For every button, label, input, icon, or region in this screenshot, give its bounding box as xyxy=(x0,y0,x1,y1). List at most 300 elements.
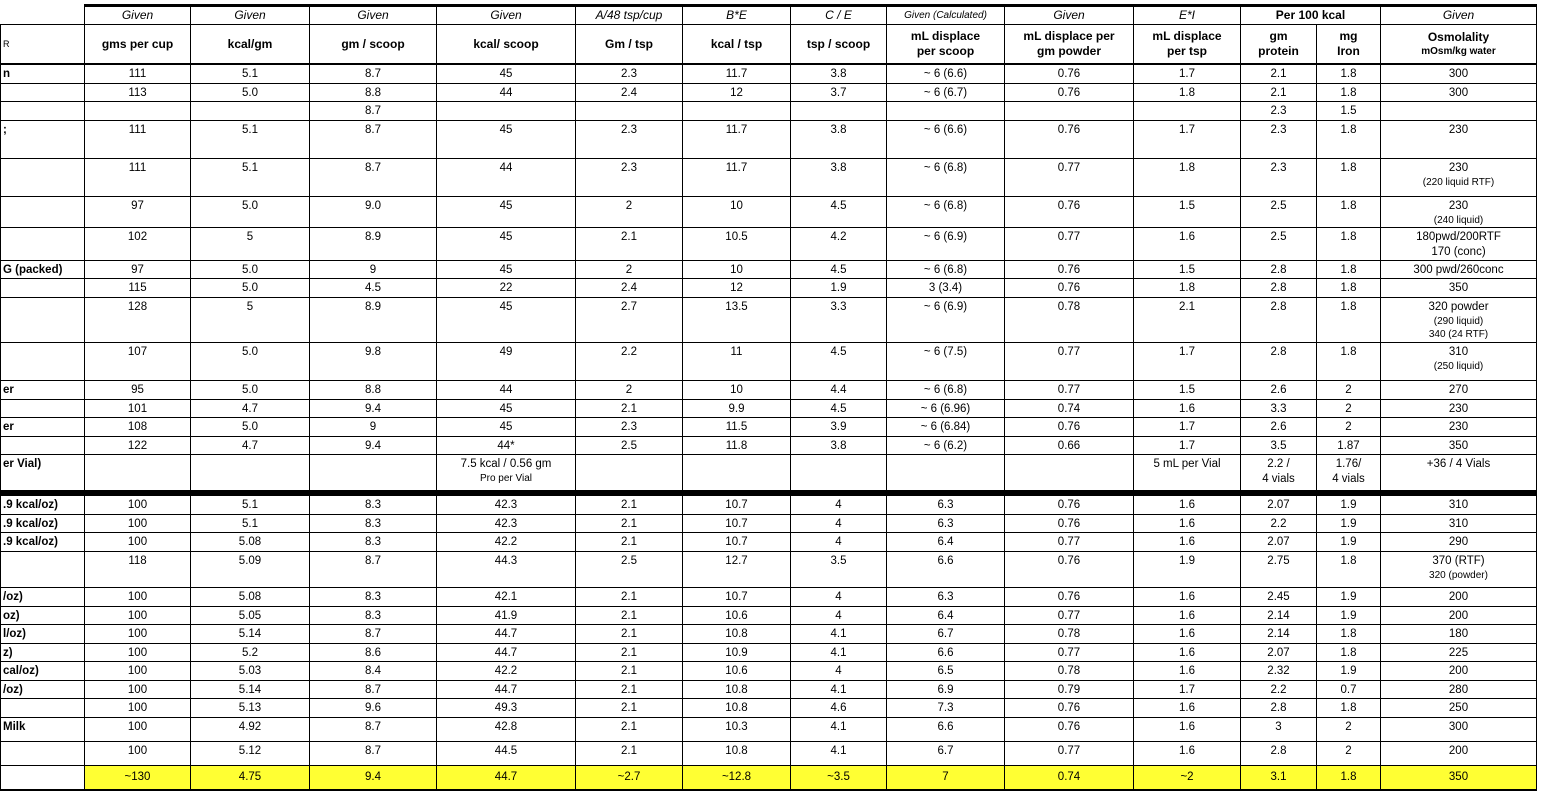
value-cell xyxy=(576,418,683,437)
highlighted-value-cell xyxy=(1241,766,1317,790)
value-cell xyxy=(1381,121,1537,159)
cell-text: Osmolality xyxy=(1427,30,1490,44)
cell-text: 350 xyxy=(1448,282,1469,294)
cell-text: 5 xyxy=(246,231,254,243)
standard-formula-row xyxy=(1,197,1537,228)
value-cell xyxy=(1134,533,1241,552)
value-cell xyxy=(310,418,437,437)
cell-text: cal/oz) xyxy=(3,665,39,677)
cell-text: gm / scoop xyxy=(341,36,405,51)
cell-text: ~ 6 (6.9) xyxy=(923,231,968,243)
cell-text: 44 xyxy=(499,384,513,396)
cell-text: 10.7 xyxy=(725,499,748,511)
value-cell xyxy=(887,279,1005,298)
value-cell xyxy=(1317,381,1381,400)
source-header-cell xyxy=(1,6,85,25)
value-cell xyxy=(1241,533,1317,552)
highlighted-row xyxy=(1,766,1537,790)
cell-text: 0.77 xyxy=(1057,610,1081,622)
cell-text: 45 xyxy=(499,124,513,136)
cell-text: 10.8 xyxy=(725,745,748,757)
value-cell xyxy=(437,742,576,766)
value-cell xyxy=(1241,681,1317,699)
standard-formula-row xyxy=(1,279,1537,298)
cell-text: 4.6 xyxy=(830,702,847,714)
value-cell xyxy=(85,496,191,515)
value-cell xyxy=(576,742,683,766)
cell-text: 350 xyxy=(1448,770,1469,783)
cell-text: 2.1 xyxy=(621,591,637,603)
value-cell xyxy=(1317,699,1381,718)
cell-text: 310 xyxy=(1448,499,1469,511)
cell-text: ~130 xyxy=(124,770,151,783)
cell-text: 100 xyxy=(127,647,148,659)
cell-text: 2.1 xyxy=(621,628,637,640)
specialty-formula-row xyxy=(1,533,1537,552)
cell-text: 1.5 xyxy=(1179,384,1195,396)
value-cell xyxy=(791,64,887,84)
cell-text: 300 xyxy=(1448,721,1469,733)
value-cell xyxy=(887,588,1005,607)
standard-formula-row xyxy=(1,298,1537,343)
value-cell xyxy=(1005,159,1134,197)
cell-text: 1.8 xyxy=(1340,68,1357,80)
value-cell xyxy=(1317,400,1381,418)
value-cell xyxy=(85,102,191,121)
value-cell xyxy=(1381,644,1537,662)
value-cell xyxy=(437,625,576,644)
cell-text: 1.7 xyxy=(1179,440,1195,452)
column-header xyxy=(85,25,191,65)
value-cell xyxy=(683,699,791,718)
value-cell xyxy=(85,455,191,491)
value-cell xyxy=(310,607,437,625)
cell-text: 230 xyxy=(1448,162,1469,174)
value-cell xyxy=(1134,197,1241,228)
cell-text: 5 xyxy=(246,301,254,313)
product-name-cell xyxy=(1,298,85,343)
cell-text: 2 xyxy=(625,200,633,212)
value-cell xyxy=(437,298,576,343)
product-name-cell xyxy=(1,625,85,644)
cell-text: 2.1 xyxy=(1270,87,1287,99)
cell-text: ~ 6 (6.9) xyxy=(923,301,968,313)
value-cell xyxy=(310,261,437,279)
value-cell xyxy=(1317,64,1381,84)
source-header-cell xyxy=(887,6,1005,25)
value-cell xyxy=(437,699,576,718)
cell-text: ~ 6 (6.84) xyxy=(920,421,971,433)
cell-text: ~3.5 xyxy=(827,770,850,783)
value-cell xyxy=(310,381,437,400)
value-cell xyxy=(1381,279,1537,298)
cell-text: B*E xyxy=(726,8,747,22)
value-cell xyxy=(1134,742,1241,766)
value-cell xyxy=(1241,625,1317,644)
cell-text: Given xyxy=(490,8,522,22)
value-cell xyxy=(310,437,437,455)
cell-text: 42.2 xyxy=(494,536,518,548)
cell-text: 8.7 xyxy=(365,628,381,640)
cell-text: ~ 6 (6.96) xyxy=(920,403,971,415)
cell-text: 0.76 xyxy=(1057,87,1081,99)
value-cell xyxy=(85,261,191,279)
standard-formula-row xyxy=(1,381,1537,400)
value-cell xyxy=(437,261,576,279)
cell-text: 2.2 / xyxy=(1267,458,1290,470)
specialty-formula-row xyxy=(1,588,1537,607)
cell-text: 45 xyxy=(499,68,513,80)
value-cell xyxy=(576,64,683,84)
cell-text: 200 xyxy=(1448,591,1469,603)
cell-text: 1.6 xyxy=(1179,403,1195,415)
standard-formula-row xyxy=(1,455,1537,491)
standard-formula-row xyxy=(1,102,1537,121)
cell-text: 3.3 xyxy=(1270,403,1287,415)
value-cell xyxy=(310,343,437,381)
cell-text: 0.78 xyxy=(1057,628,1081,640)
cell-text: 3 (3.4) xyxy=(928,282,963,294)
value-cell xyxy=(1005,607,1134,625)
value-cell xyxy=(791,261,887,279)
value-cell xyxy=(887,197,1005,228)
value-cell xyxy=(310,662,437,681)
cell-text: er Vial) xyxy=(3,458,42,470)
cell-text: 128 xyxy=(127,301,148,313)
cell-text: 8.6 xyxy=(365,647,381,659)
cell-text: 1.8 xyxy=(1340,282,1357,294)
value-cell xyxy=(437,279,576,298)
column-header xyxy=(683,25,791,65)
cell-text: 8.3 xyxy=(365,499,381,511)
cell-text: 100 xyxy=(127,536,148,548)
value-cell xyxy=(1317,298,1381,343)
value-cell xyxy=(1381,455,1537,491)
value-cell xyxy=(1317,261,1381,279)
value-cell xyxy=(85,699,191,718)
cell-text: 45 xyxy=(499,421,513,433)
value-cell xyxy=(1134,607,1241,625)
cell-text: 8.7 xyxy=(365,68,381,80)
cell-text: 170 (conc) xyxy=(1431,246,1486,258)
value-cell xyxy=(791,381,887,400)
cell-text: (290 liquid) xyxy=(1433,316,1484,327)
standard-formula-row xyxy=(1,437,1537,455)
value-cell xyxy=(1005,718,1134,742)
cell-text: 1.8 xyxy=(1340,200,1357,212)
cell-text: 2.5 xyxy=(1270,231,1287,243)
value-cell xyxy=(85,228,191,261)
cell-text: 4.5 xyxy=(830,200,847,212)
value-cell xyxy=(437,84,576,102)
cell-text: 100 xyxy=(127,684,148,696)
value-cell xyxy=(1241,298,1317,343)
cell-text: 0.78 xyxy=(1057,301,1081,313)
value-cell xyxy=(1241,455,1317,491)
cell-text: 5.14 xyxy=(238,684,262,696)
value-cell xyxy=(1005,197,1134,228)
cell-text: 11.7 xyxy=(725,162,748,174)
cell-text: 4 xyxy=(835,518,842,530)
cell-text: 2.07 xyxy=(1267,499,1290,511)
value-cell xyxy=(191,681,310,699)
cell-text: 44.7 xyxy=(494,628,518,640)
product-name-cell xyxy=(1,437,85,455)
value-cell xyxy=(191,102,310,121)
cell-text: 3.9 xyxy=(830,421,847,433)
cell-text: 5.09 xyxy=(238,555,262,567)
cell-text: per tsp xyxy=(1166,44,1207,58)
cell-text: 100 xyxy=(127,702,148,714)
value-cell xyxy=(85,681,191,699)
cell-text: 1.9 xyxy=(1340,665,1357,677)
cell-text: 42.8 xyxy=(494,721,518,733)
cell-text: 4 xyxy=(835,536,842,548)
value-cell xyxy=(683,681,791,699)
value-cell xyxy=(683,102,791,121)
value-cell xyxy=(85,197,191,228)
cell-text: Given xyxy=(1442,8,1475,22)
value-cell xyxy=(791,400,887,418)
cell-text: 8.4 xyxy=(365,665,381,677)
cell-text: 8.3 xyxy=(365,591,381,603)
value-cell xyxy=(887,121,1005,159)
cell-text: 2.1 xyxy=(621,518,637,530)
value-cell xyxy=(1381,381,1537,400)
value-cell xyxy=(310,279,437,298)
cell-text: 42.3 xyxy=(494,518,518,530)
cell-text: n xyxy=(3,68,11,80)
value-cell xyxy=(576,84,683,102)
cell-text: 0.76 xyxy=(1057,200,1081,212)
value-cell xyxy=(1005,400,1134,418)
cell-text: 3.3 xyxy=(830,301,847,313)
value-cell xyxy=(887,718,1005,742)
table-body xyxy=(1,6,1537,790)
value-cell xyxy=(1134,681,1241,699)
cell-text: 8.7 xyxy=(365,684,381,696)
cell-text: 0.76 xyxy=(1057,591,1081,603)
cell-text: 9.9 xyxy=(728,403,745,415)
cell-text: 2.4 xyxy=(621,87,637,99)
source-header-cell xyxy=(1241,6,1381,25)
value-cell xyxy=(437,644,576,662)
value-cell xyxy=(191,279,310,298)
value-cell xyxy=(1317,102,1381,121)
value-cell xyxy=(1317,533,1381,552)
value-cell xyxy=(191,84,310,102)
cell-text: 6.6 xyxy=(937,647,954,659)
value-cell xyxy=(887,455,1005,491)
standard-formula-row xyxy=(1,418,1537,437)
value-cell xyxy=(576,261,683,279)
value-cell xyxy=(191,298,310,343)
value-cell xyxy=(310,228,437,261)
product-name-cell xyxy=(1,64,85,84)
column-header xyxy=(1005,25,1134,65)
cell-text: 95 xyxy=(131,384,144,396)
value-cell xyxy=(1005,298,1134,343)
cell-text: ~2 xyxy=(1180,770,1194,783)
cell-text: 5.1 xyxy=(242,124,258,136)
cell-text: 2.5 xyxy=(1270,200,1287,212)
value-cell xyxy=(191,400,310,418)
cell-text: 5.08 xyxy=(238,536,262,548)
cell-text: 45 xyxy=(499,301,513,313)
value-cell xyxy=(791,644,887,662)
column-header xyxy=(887,25,1005,65)
value-cell xyxy=(683,607,791,625)
cell-text: 2.1 xyxy=(621,647,637,659)
standard-formula-row xyxy=(1,228,1537,261)
value-cell xyxy=(1381,699,1537,718)
value-cell xyxy=(85,121,191,159)
cell-text: mL displace xyxy=(910,29,981,43)
value-cell xyxy=(791,515,887,533)
cell-text: 9 xyxy=(369,421,377,433)
value-cell xyxy=(791,662,887,681)
value-cell xyxy=(683,381,791,400)
cell-text: .9 kcal/oz) xyxy=(3,499,58,511)
value-cell xyxy=(1134,644,1241,662)
value-cell xyxy=(1005,515,1134,533)
cell-text: 108 xyxy=(127,421,148,433)
value-cell xyxy=(576,381,683,400)
cell-text: 1.8 xyxy=(1340,647,1357,659)
value-cell xyxy=(1241,343,1317,381)
value-cell xyxy=(1241,552,1317,588)
value-cell xyxy=(683,228,791,261)
cell-text: 10 xyxy=(730,200,743,212)
value-cell xyxy=(1317,742,1381,766)
value-cell xyxy=(191,121,310,159)
cell-text: l/oz) xyxy=(3,628,26,640)
value-cell xyxy=(85,533,191,552)
product-name-cell xyxy=(1,261,85,279)
cell-text: 0.74 xyxy=(1057,403,1081,415)
value-cell xyxy=(1317,343,1381,381)
cell-text: 9 xyxy=(369,264,377,276)
value-cell xyxy=(1005,102,1134,121)
cell-text: ~ 6 (6.6) xyxy=(923,68,968,80)
value-cell xyxy=(1134,102,1241,121)
cell-text: 107 xyxy=(127,346,148,358)
cell-text: 6.7 xyxy=(937,745,954,757)
cell-text: 2.2 xyxy=(621,346,637,358)
cell-text: 5.1 xyxy=(242,68,258,80)
cell-text: 9.4 xyxy=(365,770,381,783)
cell-text: 10.3 xyxy=(725,721,748,733)
value-cell xyxy=(1381,298,1537,343)
value-cell xyxy=(1005,121,1134,159)
cell-text: 1.7 xyxy=(1179,684,1195,696)
value-cell xyxy=(310,84,437,102)
value-cell xyxy=(310,298,437,343)
cell-text: 4.1 xyxy=(830,745,847,757)
cell-text: 42.1 xyxy=(494,591,518,603)
cell-text: /oz) xyxy=(3,591,23,603)
cell-text: 0.74 xyxy=(1057,770,1081,783)
cell-text: 1.6 xyxy=(1179,518,1195,530)
value-cell xyxy=(310,742,437,766)
specialty-formula-row xyxy=(1,718,1537,742)
value-cell xyxy=(1317,159,1381,197)
value-cell xyxy=(437,197,576,228)
cell-text: 2.8 xyxy=(1270,301,1287,313)
specialty-formula-row xyxy=(1,681,1537,699)
cell-text: 1.8 xyxy=(1340,301,1357,313)
cell-text: 4.92 xyxy=(238,721,262,733)
source-header-cell xyxy=(1005,6,1134,25)
cell-text: 6.7 xyxy=(937,628,954,640)
value-cell xyxy=(85,588,191,607)
product-name-cell xyxy=(1,742,85,766)
value-cell xyxy=(791,588,887,607)
value-cell xyxy=(1134,84,1241,102)
cell-text: ~ 6 (6.8) xyxy=(923,200,968,212)
value-cell xyxy=(1134,588,1241,607)
value-cell xyxy=(887,515,1005,533)
product-name-cell xyxy=(1,607,85,625)
cell-text: 4.5 xyxy=(830,264,847,276)
cell-text: 100 xyxy=(127,610,148,622)
cell-text: 3.7 xyxy=(830,87,847,99)
cell-text: 11.5 xyxy=(725,421,748,433)
value-cell xyxy=(1134,159,1241,197)
cell-text: 0.76 xyxy=(1057,555,1081,567)
cell-text: 0.77 xyxy=(1057,536,1081,548)
value-cell xyxy=(887,607,1005,625)
cell-text: +36 / 4 Vials xyxy=(1426,458,1491,470)
cell-text: 180 xyxy=(1448,628,1469,640)
cell-text: Iron xyxy=(1337,44,1360,58)
value-cell xyxy=(791,159,887,197)
value-cell xyxy=(437,159,576,197)
value-cell xyxy=(191,381,310,400)
value-cell xyxy=(85,515,191,533)
source-header-cell xyxy=(683,6,791,25)
product-name-cell xyxy=(1,588,85,607)
highlighted-value-cell xyxy=(791,766,887,790)
value-cell xyxy=(1005,533,1134,552)
cell-text: 3.8 xyxy=(830,124,847,136)
cell-text: 4 xyxy=(835,591,842,603)
value-cell xyxy=(191,515,310,533)
value-cell xyxy=(1134,228,1241,261)
source-header-cell xyxy=(85,6,191,25)
value-cell xyxy=(1317,121,1381,159)
cell-text: 2.5 xyxy=(621,555,637,567)
value-cell xyxy=(576,437,683,455)
cell-text: 2.1 xyxy=(621,702,637,714)
standard-formula-row xyxy=(1,64,1537,84)
value-cell xyxy=(1005,552,1134,588)
cell-text: 10.8 xyxy=(725,684,748,696)
cell-text: 2.07 xyxy=(1267,647,1290,659)
cell-text: 310 xyxy=(1448,518,1469,530)
formula-table xyxy=(0,4,1537,791)
cell-text: Per 100 kcal xyxy=(1275,8,1346,22)
cell-text: 5.0 xyxy=(242,282,258,294)
cell-text: 100 xyxy=(127,518,148,530)
cell-text: 1.8 xyxy=(1340,628,1357,640)
value-cell xyxy=(887,644,1005,662)
value-cell xyxy=(683,298,791,343)
cell-text: 2.8 xyxy=(1270,282,1287,294)
cell-text: 8.7 xyxy=(365,721,381,733)
cell-text: 225 xyxy=(1448,647,1469,659)
value-cell xyxy=(576,102,683,121)
